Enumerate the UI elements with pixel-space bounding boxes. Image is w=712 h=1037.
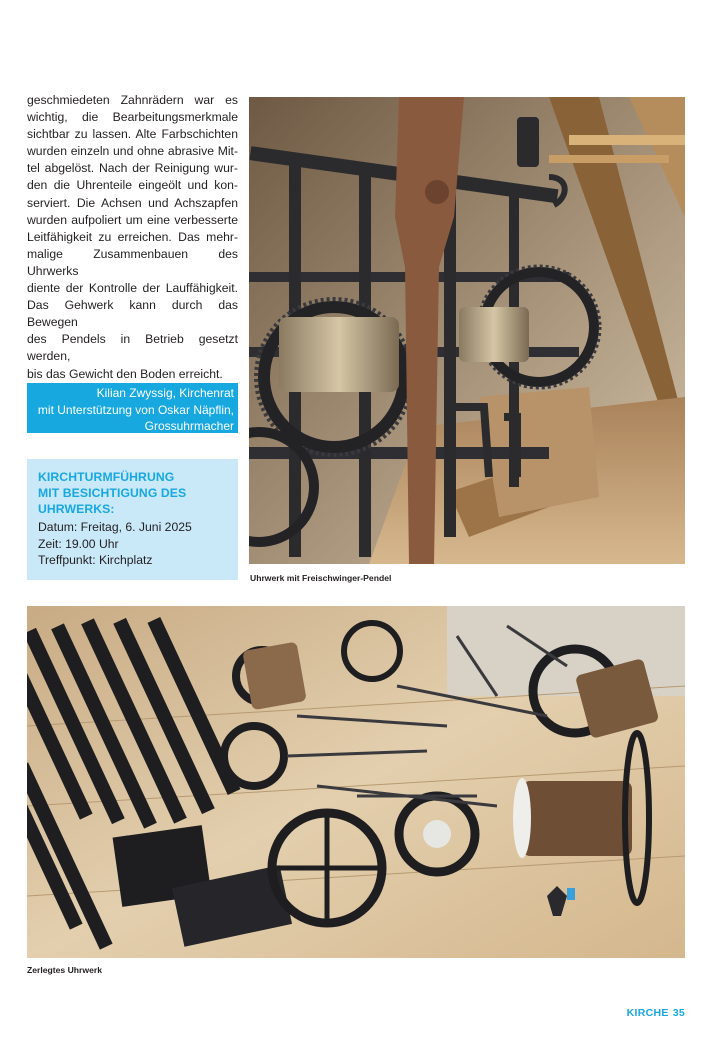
article-line: wichtig, die Bearbeitungsmerkmale [27,110,238,125]
event-time: Zeit: 19.00 Uhr [38,536,119,551]
article-line: Das Gehwerk kann durch das Bewegen [27,298,238,330]
author-line: Kilian Zwyssig, Kirchenrat [96,386,234,400]
article-body-text [27,92,238,383]
event-title-line: KIRCHTURMFÜHRUNG [38,470,175,484]
article-line: wurden einzeln und ohne abrasive Mit- [27,144,238,159]
article-line: sichtbar zu lassen. Alte Farbschichten [27,127,238,142]
event-place: Treffpunkt: Kirchplatz [38,553,153,567]
article-line: serviert. Die Achsen und Achszapfen [27,195,238,210]
disassembled-illustration [27,606,685,958]
article-line: Leitfähigkeit zu erreichen. Das mehr- [27,229,238,244]
article-line: tel abgelöst. Nach der Reinigung wur- [27,161,238,176]
article-line: diente der Kontrolle der Lauffähigkeit. [27,281,238,296]
article-line: malige Zusammenbauen des Uhrwerks [27,246,238,278]
clockwork-photo [249,97,685,564]
event-title [38,469,228,517]
top-photo-caption: Uhrwerk mit Freischwinger-Pendel [250,573,392,583]
author-credit-box [27,383,238,433]
clockwork-illustration [249,97,685,564]
footer-section: KIRCHE [626,1007,669,1019]
event-info-box [27,459,238,580]
author-line: mit Unterstützung von Oskar Näpflin, [37,402,234,417]
event-date: Datum: Freitag, 6. Juni 2025 [38,520,192,534]
page-footer [627,1007,685,1019]
page-number: 35 [672,1007,685,1019]
disassembled-clockwork-photo [27,606,685,958]
event-title-line: UHRWERKS: [38,502,115,516]
article-line: den die Uhrenteile eingeölt und kon- [27,178,238,193]
bottom-photo-caption: Zerlegtes Uhrwerk [27,965,102,975]
event-details [38,519,228,569]
author-line: Grossuhrmacher [144,419,234,433]
event-title-line: MIT BESICHTIGUNG DES [38,486,187,500]
article-line: geschmiedeten Zahnrädern war es [27,93,238,107]
article-line: bis das Gewicht den Boden erreicht. [27,366,223,381]
article-line: des Pendels in Betrieb gesetzt werden, [27,332,238,364]
article-line: wurden aufpoliert um eine verbesserte [27,212,238,227]
